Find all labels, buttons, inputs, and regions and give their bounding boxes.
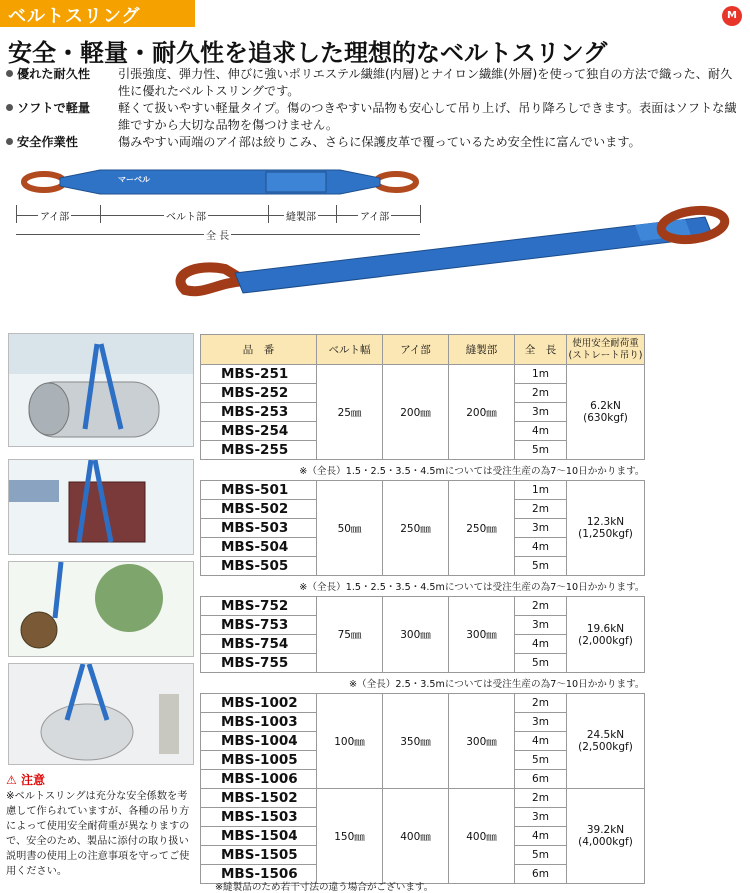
sewn-section xyxy=(266,172,326,192)
col-header-load: 使用安全耐荷重 (ストレート吊り) xyxy=(567,335,645,365)
load-kgf: (630kgf) xyxy=(583,412,628,424)
col-header-eye: アイ部 xyxy=(383,335,449,365)
part-number: MBS-255 xyxy=(201,441,317,460)
feature-label: ソフトで軽量 xyxy=(6,100,114,117)
brand-logo: M xyxy=(722,6,742,26)
total-length: 5m xyxy=(515,557,567,576)
part-number: MBS-753 xyxy=(201,616,317,635)
bullet-icon xyxy=(6,70,13,77)
part-number: MBS-752 xyxy=(201,597,317,616)
load-kgf: (2,000kgf) xyxy=(578,634,633,647)
total-length: 6m xyxy=(515,865,567,884)
load-kgf: (1,250kgf) xyxy=(578,528,633,540)
load-kn: 6.2kN xyxy=(590,400,621,412)
feature-label: 優れた耐久性 xyxy=(6,66,114,83)
usage-photo-bag xyxy=(8,663,194,765)
safe-load xyxy=(567,481,645,576)
part-number: MBS-1006 xyxy=(201,770,317,789)
usage-photo-pipe xyxy=(8,333,194,447)
table-row xyxy=(201,694,645,713)
brand-mark: マーベル xyxy=(118,175,150,184)
bullet-icon xyxy=(6,104,13,111)
total-length: 2m xyxy=(515,500,567,519)
table-header-row xyxy=(201,335,645,365)
total-length: 1m xyxy=(515,481,567,500)
load-kgf: (4,000kgf) xyxy=(578,836,633,848)
part-number: MBS-1503 xyxy=(201,808,317,827)
feature-text: 傷みやすい両端のアイ部は絞りこみ、さらに保護皮革で覆っているため安全性に富んでいます。 xyxy=(118,135,641,149)
total-length: 3m xyxy=(515,713,567,732)
total-length: 5m xyxy=(515,441,567,460)
total-length: 2m xyxy=(515,597,567,616)
part-number: MBS-1505 xyxy=(201,846,317,865)
total-length: 3m xyxy=(515,616,567,635)
belt-body xyxy=(60,170,380,194)
note-row xyxy=(201,673,645,694)
part-number: MBS-1506 xyxy=(201,865,317,884)
group-note: ※（全長）2.5・3.5mについては受注生産の為7〜10日かかります。 xyxy=(349,679,645,690)
part-number: MBS-252 xyxy=(201,384,317,403)
caution-text: ※ベルトスリングは充分な安全係数を考慮して作られていますが、各種の吊り方によって使用安全耐荷重が異なりますので、安全のため、製品に添付の取り扱い説明書の使用上の注意事項を守ってご使用ください。 xyxy=(6,791,190,877)
belt-label: ベルト部 xyxy=(164,208,208,223)
spec-table xyxy=(200,334,645,884)
eye-length: 350㎜ xyxy=(383,694,449,789)
total-length: 1m xyxy=(515,365,567,384)
total-length: 3m xyxy=(515,519,567,538)
load-kgf: (2,500kgf) xyxy=(578,741,633,753)
total-length: 4m xyxy=(515,635,567,654)
total-length: 5m xyxy=(515,751,567,770)
part-number: MBS-1005 xyxy=(201,751,317,770)
safe-load xyxy=(567,597,645,673)
belt-width: 75㎜ xyxy=(317,597,383,673)
belt-width: 25㎜ xyxy=(317,365,383,460)
page-title: 安全・軽量・耐久性を追求した理想的なベルトスリング xyxy=(8,39,608,67)
total-length: 4m xyxy=(515,538,567,557)
table-row xyxy=(201,789,645,808)
eye-loop-right xyxy=(376,174,416,190)
col-header-length: 全 長 xyxy=(515,335,567,365)
belt-width: 150㎜ xyxy=(317,789,383,884)
feature-text: 軽くて扱いやすい軽量タイプ。傷のつきやすい品物も安心して吊り上げ、吊り降ろしできます。表面はソフトな繊維ですから大切な品物を傷つけません。 xyxy=(118,101,737,132)
part-number: MBS-755 xyxy=(201,654,317,673)
note-row xyxy=(201,576,645,597)
total-length: 2m xyxy=(515,694,567,713)
caution-title: 注意 xyxy=(20,773,45,787)
usage-photo-piano xyxy=(8,459,194,555)
table-footnote: ※縫製品のため若干寸法の違う場合がございます。 xyxy=(215,882,434,893)
bullet-icon xyxy=(6,138,13,145)
sewn-length: 300㎜ xyxy=(449,694,515,789)
total-length: 4m xyxy=(515,732,567,751)
total-length: 4m xyxy=(515,422,567,441)
total-length-label: 全 長 xyxy=(204,227,231,242)
load-kn: 19.6kN xyxy=(586,622,625,635)
total-length: 5m xyxy=(515,654,567,673)
part-number: MBS-504 xyxy=(201,538,317,557)
part-number: MBS-501 xyxy=(201,481,317,500)
total-length: 6m xyxy=(515,770,567,789)
caution-box xyxy=(6,773,196,879)
table-row xyxy=(201,597,645,616)
part-number: MBS-503 xyxy=(201,519,317,538)
safe-load xyxy=(567,365,645,460)
feature-text: 引張強度、弾力性、伸びに強いポリエステル繊維(内層)とナイロン繊維(外層)を使って独自の方法で織った、耐久性に優れたベルトスリングです。 xyxy=(118,67,733,98)
usage-photo-tree xyxy=(8,561,194,657)
col-header-sewn: 縫製部 xyxy=(449,335,515,365)
sewn-length: 250㎜ xyxy=(449,481,515,576)
part-number: MBS-251 xyxy=(201,365,317,384)
eye-loop-front xyxy=(181,267,245,291)
part-number: MBS-253 xyxy=(201,403,317,422)
sewn-length: 200㎜ xyxy=(449,365,515,460)
eye-loop-left xyxy=(24,174,64,190)
sewn-length: 300㎜ xyxy=(449,597,515,673)
safe-load xyxy=(567,694,645,789)
part-number: MBS-505 xyxy=(201,557,317,576)
eye-length: 300㎜ xyxy=(383,597,449,673)
sling-photo xyxy=(165,195,740,315)
part-number: MBS-1504 xyxy=(201,827,317,846)
col-header-part: 品 番 xyxy=(201,335,317,365)
eye-label-right: アイ部 xyxy=(358,208,391,223)
belt-width: 100㎜ xyxy=(317,694,383,789)
safe-load xyxy=(567,789,645,884)
total-length: 4m xyxy=(515,827,567,846)
part-number: MBS-1002 xyxy=(201,694,317,713)
part-number: MBS-502 xyxy=(201,500,317,519)
total-length: 2m xyxy=(515,789,567,808)
part-number: MBS-1004 xyxy=(201,732,317,751)
group-note: ※（全長）1.5・2.5・3.5・4.5mについては受注生産の為7〜10日かかります。 xyxy=(299,466,645,477)
part-number: MBS-1003 xyxy=(201,713,317,732)
eye-length: 250㎜ xyxy=(383,481,449,576)
eye-length: 200㎜ xyxy=(383,365,449,460)
total-length: 5m xyxy=(515,846,567,865)
part-number: MBS-1502 xyxy=(201,789,317,808)
load-kn: 12.3kN xyxy=(586,516,625,528)
load-kn: 39.2kN xyxy=(586,824,625,836)
total-length: 3m xyxy=(515,403,567,422)
table-row xyxy=(201,481,645,500)
group-note: ※（全長）1.5・2.5・3.5・4.5mについては受注生産の為7〜10日かかります。 xyxy=(299,582,645,593)
eye-label: アイ部 xyxy=(38,208,71,223)
feature-label: 安全作業性 xyxy=(6,134,114,151)
sewn-label: 縫製部 xyxy=(284,208,318,223)
section-tag: ベルトスリング xyxy=(0,0,195,27)
total-length: 3m xyxy=(515,808,567,827)
note-row xyxy=(201,460,645,481)
total-length: 2m xyxy=(515,384,567,403)
part-number: MBS-254 xyxy=(201,422,317,441)
part-number: MBS-754 xyxy=(201,635,317,654)
table-row xyxy=(201,365,645,384)
col-header-width: ベルト幅 xyxy=(317,335,383,365)
warning-icon: ⚠ xyxy=(6,773,17,787)
load-kn: 24.5kN xyxy=(586,729,625,741)
sewn-length: 400㎜ xyxy=(449,789,515,884)
eye-length: 400㎜ xyxy=(383,789,449,884)
belt-width: 50㎜ xyxy=(317,481,383,576)
